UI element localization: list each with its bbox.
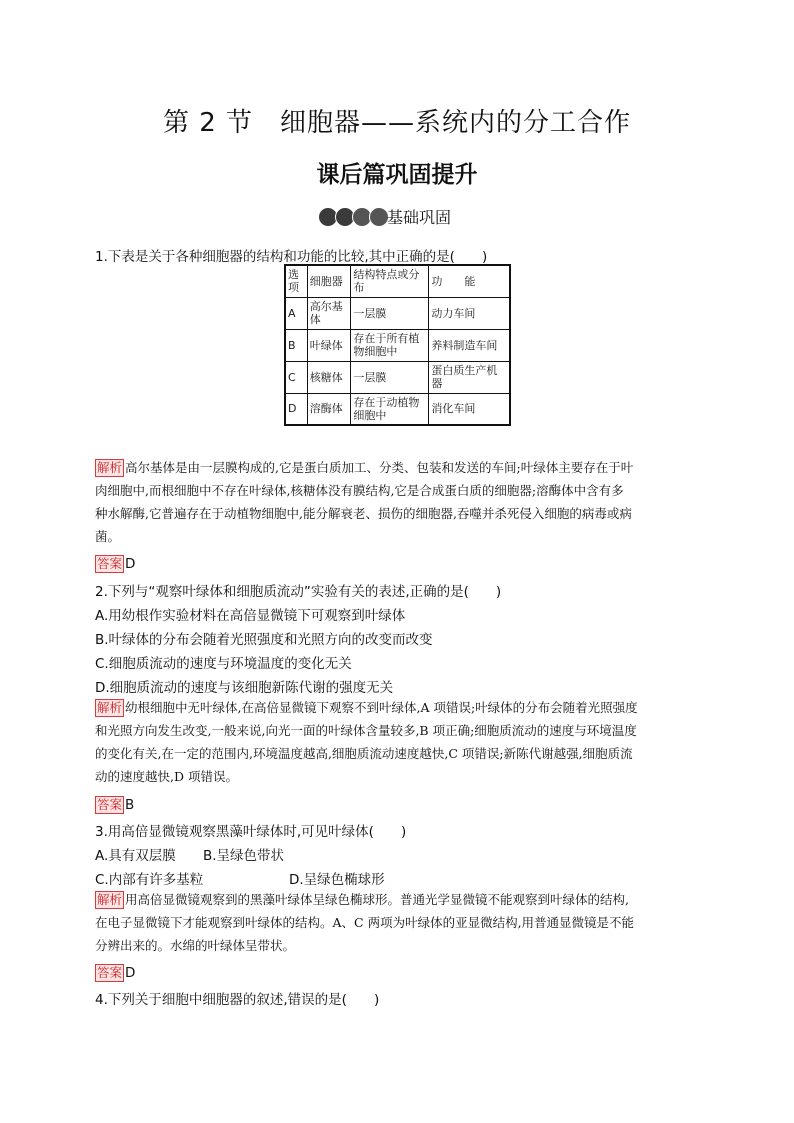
analysis-line: 和光照方向发生改变,一般来说,向光一面的叶绿体含量较多,B 项正确;细胞质流动的速度与环境温度 (95, 723, 637, 738)
table-cell: 存在于动植物细胞中 (351, 393, 429, 425)
question-4-stem: 4.下列关于细胞中细胞器的叙述,错误的是( ) (95, 992, 380, 1008)
question-2-stem: 2.下列与“观察叶绿体和细胞质流动”实验有关的表述,正确的是( ) (95, 584, 502, 600)
table-header-cell: 结构特点或分布 (351, 265, 429, 297)
table-cell: C (285, 361, 307, 393)
question-2-option-b: B.叶绿体的分布会随着光照强度和光照方向的改变而改变 (95, 632, 433, 648)
answer-value: D (125, 556, 136, 572)
table-cell: B (285, 329, 307, 361)
section-label: 基础巩固 (387, 208, 452, 227)
analysis-line: 在电子显微镜下才能观察到叶绿体的结构。A、C 两项为叶绿体的亚显微结构,用普通显微镜是不能 (95, 915, 635, 930)
section-heading (318, 205, 451, 228)
question-3-stem: 3.用高倍显微镜观察黑藻叶绿体时,可见叶绿体( ) (95, 824, 407, 840)
question-2-analysis (95, 696, 705, 788)
analysis-line: 用高倍显微镜观察到的黑藻叶绿体呈绿色椭球形。普通光学显微镜不能观察到叶绿体的结构, (125, 892, 629, 907)
table-cell: 蛋白质生产机器 (429, 361, 510, 393)
analysis-line: 的变化有关,在一定的范围内,环境温度越高,细胞质流动速度越快,C 项错误;新陈代谢越强,细胞质流 (95, 746, 633, 761)
question-3-answer (95, 964, 135, 982)
table-header-cell: 功 能 (429, 265, 510, 297)
question-3-option-d: D.呈绿色椭球形 (289, 872, 385, 888)
page-title: 第 2 节 细胞器——系统内的分工合作 (162, 108, 632, 138)
question-3-analysis (95, 888, 705, 957)
table-header-row (285, 265, 510, 297)
table-row (285, 329, 510, 361)
table-cell: 一层膜 (351, 361, 429, 393)
question-2-option-c: C.细胞质流动的速度与环境温度的变化无关 (95, 656, 352, 672)
table-row (285, 361, 510, 393)
analysis-tag: 解析 (97, 892, 123, 907)
question-2-option-a: A.用幼根作实验材料在高倍显微镜下可观察到叶绿体 (95, 608, 406, 624)
table-cell: 消化车间 (429, 393, 510, 425)
table-row (285, 297, 510, 329)
table-cell: 存在于所有植物细胞中 (351, 329, 429, 361)
difficulty-dots-icon (318, 207, 386, 227)
question-3-option-b: B.呈绿色带状 (203, 848, 285, 864)
question-1-analysis (95, 456, 705, 548)
analysis-line: 高尔基体是由一层膜构成的,它是蛋白质加工、分类、包装和发送的车间;叶绿体主要存在于叶 (125, 460, 634, 475)
analysis-line: 肉细胞中,而根细胞中不存在叶绿体,核糖体没有膜结构,它是合成蛋白质的细胞器;溶酶体中含有多 (95, 483, 624, 498)
table-cell: 一层膜 (351, 297, 429, 329)
page-subtitle: 课后篇巩固提升 (316, 162, 478, 188)
analysis-line: 分辨出来的。水绵的叶绿体呈带状。 (95, 938, 296, 953)
answer-value: D (125, 965, 136, 981)
analysis-line: 菌。 (95, 529, 121, 544)
table-cell: 养料制造车间 (429, 329, 510, 361)
table-header-cell: 选项 (285, 265, 307, 297)
analysis-line: 幼根细胞中无叶绿体,在高倍显微镜下观察不到叶绿体,A 项错误;叶绿体的分布会随着光照强度 (125, 700, 638, 715)
table-cell: 核糖体 (307, 361, 351, 393)
table-cell: 溶酶体 (307, 393, 351, 425)
organelle-comparison-table (284, 264, 511, 426)
analysis-line: 动的速度越快,D 项错误。 (95, 769, 238, 784)
table-cell: 叶绿体 (307, 329, 351, 361)
analysis-tag: 解析 (97, 460, 123, 475)
question-1-answer (95, 555, 135, 573)
analysis-tag: 解析 (97, 700, 123, 715)
question-2-option-d: D.细胞质流动的速度与该细胞新陈代谢的强度无关 (95, 680, 394, 696)
answer-value: B (125, 797, 135, 813)
answer-tag: 答案 (97, 797, 123, 812)
question-3-option-c: C.内部有许多基粒 (95, 872, 204, 888)
question-2-answer (95, 796, 134, 814)
table-cell: A (285, 297, 307, 329)
answer-tag: 答案 (97, 965, 123, 980)
analysis-line: 种水解酶,它普遍存在于动植物细胞中,能分解衰老、损伤的细胞器,吞噬并杀死侵入细胞的病毒或病 (95, 506, 632, 521)
answer-tag: 答案 (97, 556, 123, 571)
table-cell: 动力车间 (429, 297, 510, 329)
table-cell: D (285, 393, 307, 425)
table-row (285, 393, 510, 425)
table-header-cell: 细胞器 (307, 265, 351, 297)
table-cell: 高尔基体 (307, 297, 351, 329)
question-3-option-a: A.具有双层膜 (95, 848, 176, 864)
question-1-stem: 1.下表是关于各种细胞器的结构和功能的比较,其中正确的是( ) (95, 249, 488, 265)
